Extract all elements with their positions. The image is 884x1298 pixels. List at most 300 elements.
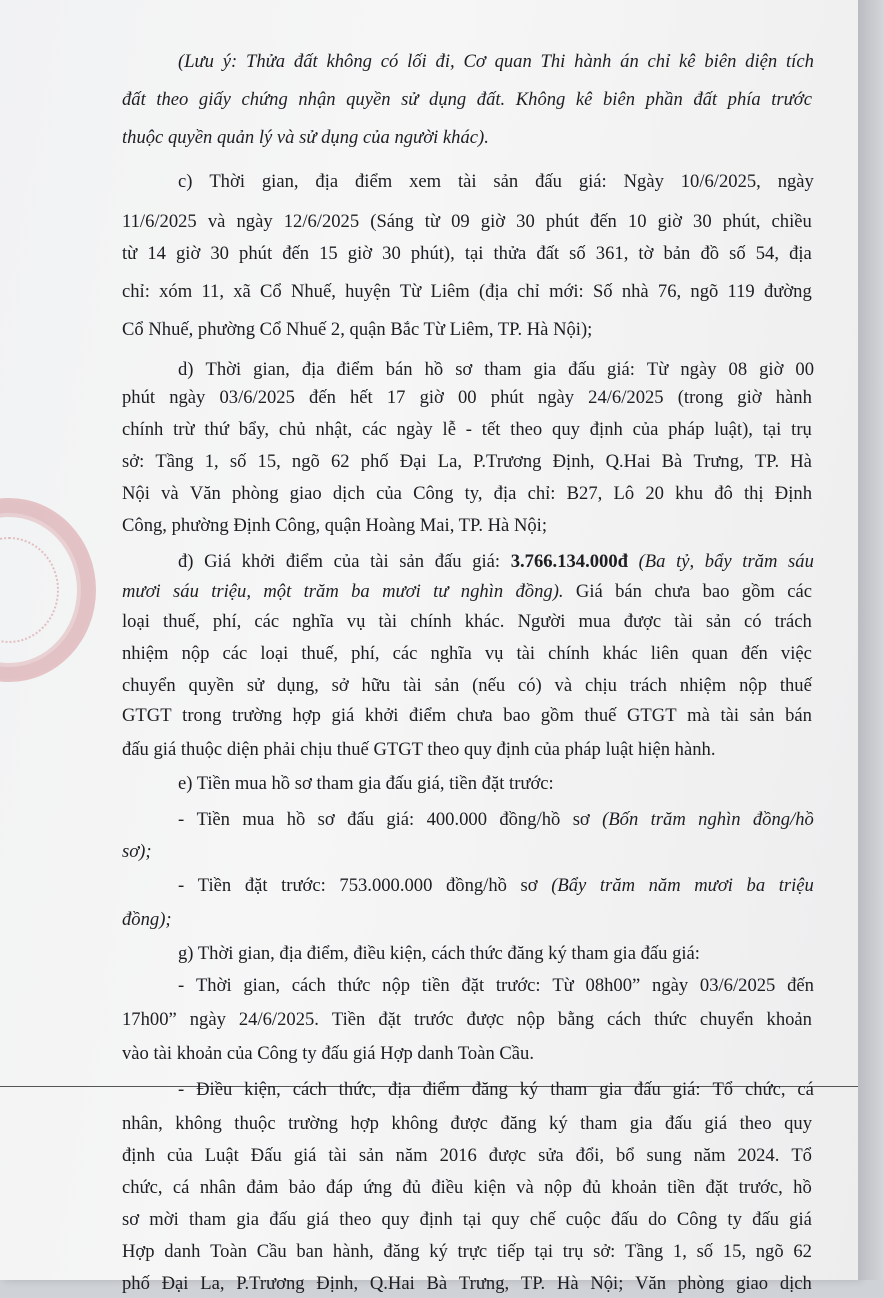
doc-word: không	[175, 1113, 222, 1134]
doc-word: mời	[149, 1209, 179, 1230]
doc-word: khởi	[241, 551, 276, 572]
doc-word: của	[167, 1145, 193, 1166]
doc-word: gia	[533, 359, 557, 380]
doc-word: kê	[575, 89, 593, 110]
doc-word: Bà	[426, 1273, 448, 1294]
doc-word: hợp	[350, 1113, 379, 1134]
doc-word: 24/6/2025	[588, 387, 664, 408]
doc-word: Bà	[661, 451, 683, 472]
doc-line	[122, 672, 812, 700]
doc-word: số	[729, 243, 746, 264]
doc-word: triệu,	[211, 581, 252, 602]
doc-word: gia	[236, 1209, 260, 1230]
doc-word: đất	[536, 243, 560, 264]
doc-word: cá	[797, 1079, 814, 1100]
doc-word: và	[554, 675, 573, 696]
doc-word: mua	[578, 611, 611, 632]
doc-word: giờ	[737, 387, 762, 408]
doc-word: phút	[490, 387, 524, 408]
doc-word: đi,	[435, 51, 455, 72]
page-edge	[858, 0, 884, 1280]
doc-word: điểm	[336, 359, 374, 380]
doc-word: không	[326, 51, 372, 72]
doc-word: trước,	[738, 1177, 783, 1198]
doc-word: 00	[457, 387, 477, 408]
doc-word: mà	[687, 705, 710, 726]
doc-word: định	[419, 1209, 453, 1230]
doc-word: Tổ	[791, 1145, 812, 1166]
doc-word: xóm	[159, 281, 193, 302]
doc-word: phút),	[410, 243, 455, 264]
doc-word: 1,	[204, 451, 219, 472]
doc-word: giá	[704, 1113, 728, 1134]
doc-word: Trưng,	[693, 451, 744, 472]
doc-word: GTGT	[122, 705, 172, 726]
doc-word: tiếp	[496, 1241, 525, 1262]
doc-word: định	[589, 419, 623, 440]
doc-word: 12/6/2025	[283, 211, 360, 232]
doc-line	[122, 480, 812, 508]
doc-word: Giá	[204, 551, 231, 572]
doc-word: thửa	[493, 243, 527, 264]
doc-word: đủ	[402, 1177, 421, 1198]
doc-word: được	[450, 1113, 488, 1134]
doc-word: một	[263, 581, 292, 602]
doc-word: chuyển	[122, 675, 176, 696]
doc-word: đảm	[246, 1177, 279, 1198]
doc-word: nộp	[382, 975, 411, 996]
doc-word: sơ	[455, 359, 473, 380]
doc-word: của	[632, 419, 659, 440]
doc-word: được	[466, 1009, 505, 1030]
doc-word: sáu	[173, 581, 199, 602]
doc-word: thức,	[338, 1079, 377, 1100]
doc-word: thứ	[204, 419, 229, 440]
doc-word: chỉ:	[527, 483, 556, 504]
doc-word: Tiền	[196, 809, 230, 830]
doc-line	[122, 86, 812, 114]
doc-word: tài	[457, 171, 477, 192]
doc-word: ngày	[680, 359, 717, 380]
doc-word: phí,	[351, 643, 380, 664]
doc-word: chưa	[654, 581, 691, 602]
doc-word: đất.	[476, 89, 506, 110]
doc-word: nộp	[739, 675, 767, 696]
doc-word: P.Trương	[236, 1273, 305, 1294]
doc-word: các	[392, 643, 418, 664]
doc-word: đô	[714, 483, 733, 504]
doc-word: phút	[239, 243, 273, 264]
doc-word: trước	[771, 89, 812, 110]
doc-word: (trong	[677, 387, 724, 408]
doc-word: gian,	[253, 359, 290, 380]
doc-word: trách	[629, 675, 667, 696]
doc-word: danh	[164, 1241, 201, 1262]
doc-word: nộp	[517, 1009, 545, 1030]
doc-word: 17	[386, 387, 406, 408]
doc-line	[178, 48, 814, 76]
doc-word: chỉ	[517, 281, 540, 302]
doc-word: tết	[481, 419, 501, 440]
doc-word: đấu	[434, 551, 462, 572]
doc-word: theo	[339, 1209, 372, 1230]
doc-word: sơ	[572, 809, 590, 830]
doc-word: đồng/hồ	[445, 875, 507, 896]
doc-word: phố	[122, 1273, 150, 1294]
doc-word: trực	[457, 1241, 488, 1262]
doc-word: sử	[246, 675, 265, 696]
doc-word: chiều	[771, 211, 812, 232]
doc-word: tại	[534, 1241, 554, 1262]
doc-word: nhiệm	[679, 675, 727, 696]
doc-word: Số	[592, 281, 613, 302]
doc-word: Từ	[646, 359, 669, 380]
doc-word: hồ	[424, 359, 444, 380]
doc-word: 54,	[755, 243, 779, 264]
doc-word: khoản	[766, 1009, 812, 1030]
doc-word: (Bốn	[602, 809, 639, 830]
doc-word: có	[380, 51, 399, 72]
doc-word: ngày	[396, 419, 433, 440]
doc-line: vào tài khoản của Công ty đấu giá Hợp danh Toàn Cầu.	[122, 1043, 534, 1064]
doc-line	[178, 806, 814, 834]
doc-word: quan	[494, 51, 532, 72]
doc-word: khác.	[464, 611, 505, 632]
doc-word: khởi	[364, 705, 399, 726]
doc-word: tham	[484, 359, 522, 380]
doc-word: phút	[545, 211, 579, 232]
doc-word: Nội;	[590, 1273, 624, 1294]
doc-word: 1,	[672, 1241, 687, 1262]
doc-word: đấu	[347, 809, 374, 830]
doc-word: được	[488, 1145, 527, 1166]
doc-word: sử	[401, 89, 419, 110]
doc-word: Hà	[556, 1273, 579, 1294]
doc-word: trăm	[742, 551, 778, 572]
doc-word: khác	[602, 643, 638, 664]
doc-word: giá:	[578, 171, 607, 192]
doc-word: Giá	[575, 581, 603, 602]
doc-word: hết	[350, 387, 373, 408]
doc-word: trong	[182, 705, 222, 726]
doc-word: giờ	[657, 211, 682, 232]
doc-word: Hợp	[122, 1241, 155, 1262]
doc-word: 753.000.000	[339, 875, 433, 896]
doc-line	[122, 278, 812, 306]
doc-line	[178, 548, 814, 576]
doc-word: đặt	[461, 975, 485, 996]
doc-word: 08h00”	[585, 975, 641, 996]
doc-word: thuế	[779, 675, 812, 696]
doc-word: giấy	[198, 89, 231, 110]
doc-word: tiền	[421, 975, 450, 996]
doc-line: đồng);	[122, 909, 172, 930]
doc-word: điều	[431, 1177, 464, 1198]
doc-word: thức	[337, 975, 371, 996]
doc-word: quyền	[346, 89, 391, 110]
doc-word: loại	[260, 643, 289, 664]
doc-word: chức,	[744, 1079, 786, 1100]
doc-word: dịch	[779, 1273, 812, 1294]
doc-word: P.Trương	[473, 451, 542, 472]
doc-word: đăng	[471, 1079, 508, 1100]
doc-word: do	[648, 1209, 667, 1230]
doc-word: các	[362, 419, 387, 440]
doc-word: cách	[291, 975, 326, 996]
doc-word: tham	[580, 1113, 618, 1134]
doc-word: ba	[351, 581, 370, 602]
doc-word: giá	[293, 1145, 317, 1166]
doc-word: quy	[381, 1209, 410, 1230]
doc-word: ngõ	[755, 1241, 784, 1262]
doc-word: đến	[740, 643, 768, 664]
doc-word: Đấu	[250, 1145, 282, 1166]
doc-word: phòng	[232, 483, 279, 504]
doc-word: các	[222, 643, 248, 664]
doc-word: số	[696, 1241, 714, 1262]
doc-word: 24/6/2025.	[238, 1009, 319, 1030]
doc-word: giờ	[480, 211, 506, 232]
doc-word: mươi	[694, 875, 733, 896]
doc-word: tại	[462, 1209, 482, 1230]
doc-word: loại	[122, 611, 150, 632]
doc-word: chức,	[122, 1177, 163, 1198]
doc-word: kiện,	[244, 1079, 281, 1100]
doc-word: Định	[774, 483, 812, 504]
doc-word: dụng,	[276, 675, 319, 696]
doc-word: mua	[242, 809, 275, 830]
doc-line	[122, 1174, 812, 1202]
doc-word: giá	[306, 1209, 330, 1230]
doc-word: nghìn	[460, 581, 504, 602]
doc-word: giá	[789, 1209, 812, 1230]
doc-word: vụ	[484, 643, 504, 664]
doc-word: chính	[122, 419, 164, 440]
doc-word: nhiệm	[122, 643, 169, 664]
doc-word: biên	[704, 51, 737, 72]
doc-word: (Lưu	[178, 51, 214, 72]
doc-word: tờ	[638, 243, 654, 264]
doc-word: 62	[793, 1241, 812, 1262]
doc-line: Cổ Nhuế, phường Cổ Nhuế 2, quận Bắc Từ Liêm, TP. Hà Nội);	[122, 319, 593, 340]
doc-word: chỉ:	[122, 281, 150, 302]
doc-word: đ)	[178, 551, 194, 572]
doc-line	[178, 1076, 814, 1104]
doc-word: ứng	[363, 1177, 392, 1198]
doc-word: lối	[407, 51, 427, 72]
doc-word: ngày	[652, 975, 689, 996]
doc-word: đến	[282, 243, 310, 264]
doc-line	[122, 208, 812, 236]
doc-word: sơ	[122, 1209, 140, 1230]
doc-word: và	[161, 483, 179, 504]
doc-word: đến	[309, 387, 336, 408]
doc-word: Luật	[204, 1145, 239, 1166]
doc-word: sản	[358, 1145, 384, 1166]
doc-word: -	[178, 875, 185, 896]
doc-word: 17h00”	[122, 1009, 177, 1030]
doc-word: bảo	[288, 1177, 316, 1198]
doc-word: nộp	[544, 1177, 572, 1198]
doc-word: số	[569, 243, 586, 264]
doc-word: phí,	[212, 611, 242, 632]
doc-line: Công, phường Định Công, quận Hoàng Mai, TP. Hà Nội;	[122, 515, 548, 536]
doc-word: giờ	[759, 359, 784, 380]
doc-word: ngày	[777, 171, 814, 192]
doc-word: 03/6/2025	[699, 975, 776, 996]
doc-word: 15	[319, 243, 338, 264]
doc-word: đấu	[568, 359, 596, 380]
doc-word: Đại	[161, 1273, 189, 1294]
doc-word: sơ	[520, 875, 538, 896]
doc-word: ngày	[537, 387, 575, 408]
doc-word: cách	[607, 1009, 642, 1030]
doc-word: chế	[529, 1209, 556, 1230]
doc-word: 03/6/2025	[219, 387, 295, 408]
doc-word: Cơ	[463, 51, 486, 72]
doc-word: ty,	[464, 483, 483, 504]
doc-word: giá:	[607, 359, 635, 380]
doc-word: trăm	[650, 809, 686, 830]
doc-word: Hà	[790, 451, 812, 472]
doc-word: phần	[645, 89, 683, 110]
doc-word: B27,	[566, 483, 603, 504]
doc-line	[122, 1142, 812, 1170]
doc-word: ngày	[189, 1009, 226, 1030]
doc-word: hành	[775, 387, 812, 408]
doc-word: Từ	[399, 281, 422, 302]
doc-word: ngày	[169, 387, 206, 408]
doc-word: ngõ	[690, 281, 719, 302]
doc-word: thức	[654, 1009, 687, 1030]
doc-word: theo	[510, 419, 543, 440]
doc-word: liên	[650, 643, 679, 664]
doc-word: Nội	[122, 483, 150, 504]
doc-word: 15,	[722, 1241, 747, 1262]
doc-word: điểm	[422, 1079, 460, 1100]
doc-line	[178, 356, 814, 384]
doc-word: sở:	[593, 1241, 616, 1262]
doc-word: phút	[122, 387, 156, 408]
doc-word: 20	[645, 483, 664, 504]
doc-word: các	[254, 611, 280, 632]
doc-word: giá:	[472, 551, 501, 572]
doc-word: diện	[745, 51, 778, 72]
doc-word: hữu	[361, 675, 391, 696]
doc-word: đặt	[378, 1009, 402, 1030]
doc-word: đến	[787, 975, 814, 996]
doc-line	[122, 1270, 812, 1298]
doc-word: huyện	[345, 281, 391, 302]
doc-word: hồ	[286, 809, 306, 830]
doc-word: giá	[331, 705, 355, 726]
doc-word: (nếu	[472, 675, 506, 696]
doc-word: được	[623, 611, 662, 632]
doc-word: 08	[728, 359, 748, 380]
doc-word: -	[178, 1079, 185, 1100]
doc-word: c)	[178, 171, 193, 192]
doc-word: án	[620, 51, 639, 72]
doc-word: lễ	[442, 419, 456, 440]
doc-word: ký	[519, 1079, 539, 1100]
doc-word: chưa	[456, 705, 493, 726]
doc-word: Công	[676, 1209, 718, 1230]
doc-word: La,	[437, 451, 462, 472]
doc-word: chính	[410, 611, 452, 632]
doc-word: trách	[774, 611, 812, 632]
doc-word: đấu	[611, 1209, 638, 1230]
doc-word: địa	[315, 171, 339, 192]
doc-line	[122, 240, 812, 268]
doc-word: Công	[413, 483, 454, 504]
doc-line	[122, 640, 812, 668]
red-seal-stamp	[0, 498, 96, 682]
doc-word: sơ	[317, 809, 335, 830]
doc-word: nhân	[199, 1177, 236, 1198]
doc-word: có	[743, 611, 762, 632]
doc-word: tham	[550, 1079, 588, 1100]
doc-word: tại	[464, 243, 484, 264]
doc-word: quan	[691, 643, 728, 664]
doc-word: nghìn	[698, 809, 741, 830]
doc-word: biên	[602, 89, 635, 110]
doc-word: 400.000	[426, 809, 488, 830]
doc-word: bản	[663, 243, 691, 264]
doc-word: đặt	[244, 875, 268, 896]
doc-word: Q.Hai	[369, 1273, 415, 1294]
doc-word: tiền	[667, 1177, 696, 1198]
doc-word: phút,	[722, 211, 761, 232]
doc-word: ban	[296, 1241, 324, 1262]
doc-word: điểm	[355, 171, 393, 192]
doc-word: tư	[433, 581, 449, 602]
doc-word: hồ	[793, 1177, 812, 1198]
doc-word: tài	[674, 611, 693, 632]
doc-word: nghĩa	[430, 643, 472, 664]
doc-word: nhà	[621, 281, 649, 302]
doc-word: quy	[491, 1209, 520, 1230]
doc-word: đến	[590, 211, 617, 232]
doc-word: Tầng	[625, 1241, 664, 1262]
doc-word: Thửa	[246, 51, 286, 72]
doc-word: tài	[378, 611, 398, 632]
doc-word: của	[376, 483, 402, 504]
doc-word: bao	[702, 581, 730, 602]
doc-word: chủ	[278, 419, 306, 440]
doc-line	[122, 1006, 812, 1034]
doc-word: -	[178, 809, 185, 830]
doc-word: GTGT	[627, 705, 677, 726]
doc-word: đấu	[665, 1113, 692, 1134]
doc-word: TP.	[520, 1273, 546, 1294]
doc-word: 30	[210, 243, 229, 264]
doc-word: Cầu	[256, 1241, 287, 1262]
doc-word: hành	[574, 51, 612, 72]
doc-word: bán	[385, 359, 413, 380]
doc-word: 09	[451, 211, 470, 232]
doc-word: tài	[370, 551, 389, 572]
doc-word: chuyển	[699, 1009, 754, 1030]
doc-word: ký	[549, 1113, 568, 1134]
doc-word: mươi	[382, 581, 421, 602]
doc-word: năm	[693, 1145, 726, 1166]
doc-word: 30	[693, 211, 712, 232]
doc-word: phía	[727, 89, 761, 110]
doc-word: sửa	[538, 1145, 564, 1166]
doc-word: Q.Hai	[605, 451, 651, 472]
doc-word: giá:	[672, 1079, 701, 1100]
doc-line: g) Thời gian, địa điểm, điều kiện, cách thức đăng ký tham gia đấu giá:	[178, 943, 700, 964]
